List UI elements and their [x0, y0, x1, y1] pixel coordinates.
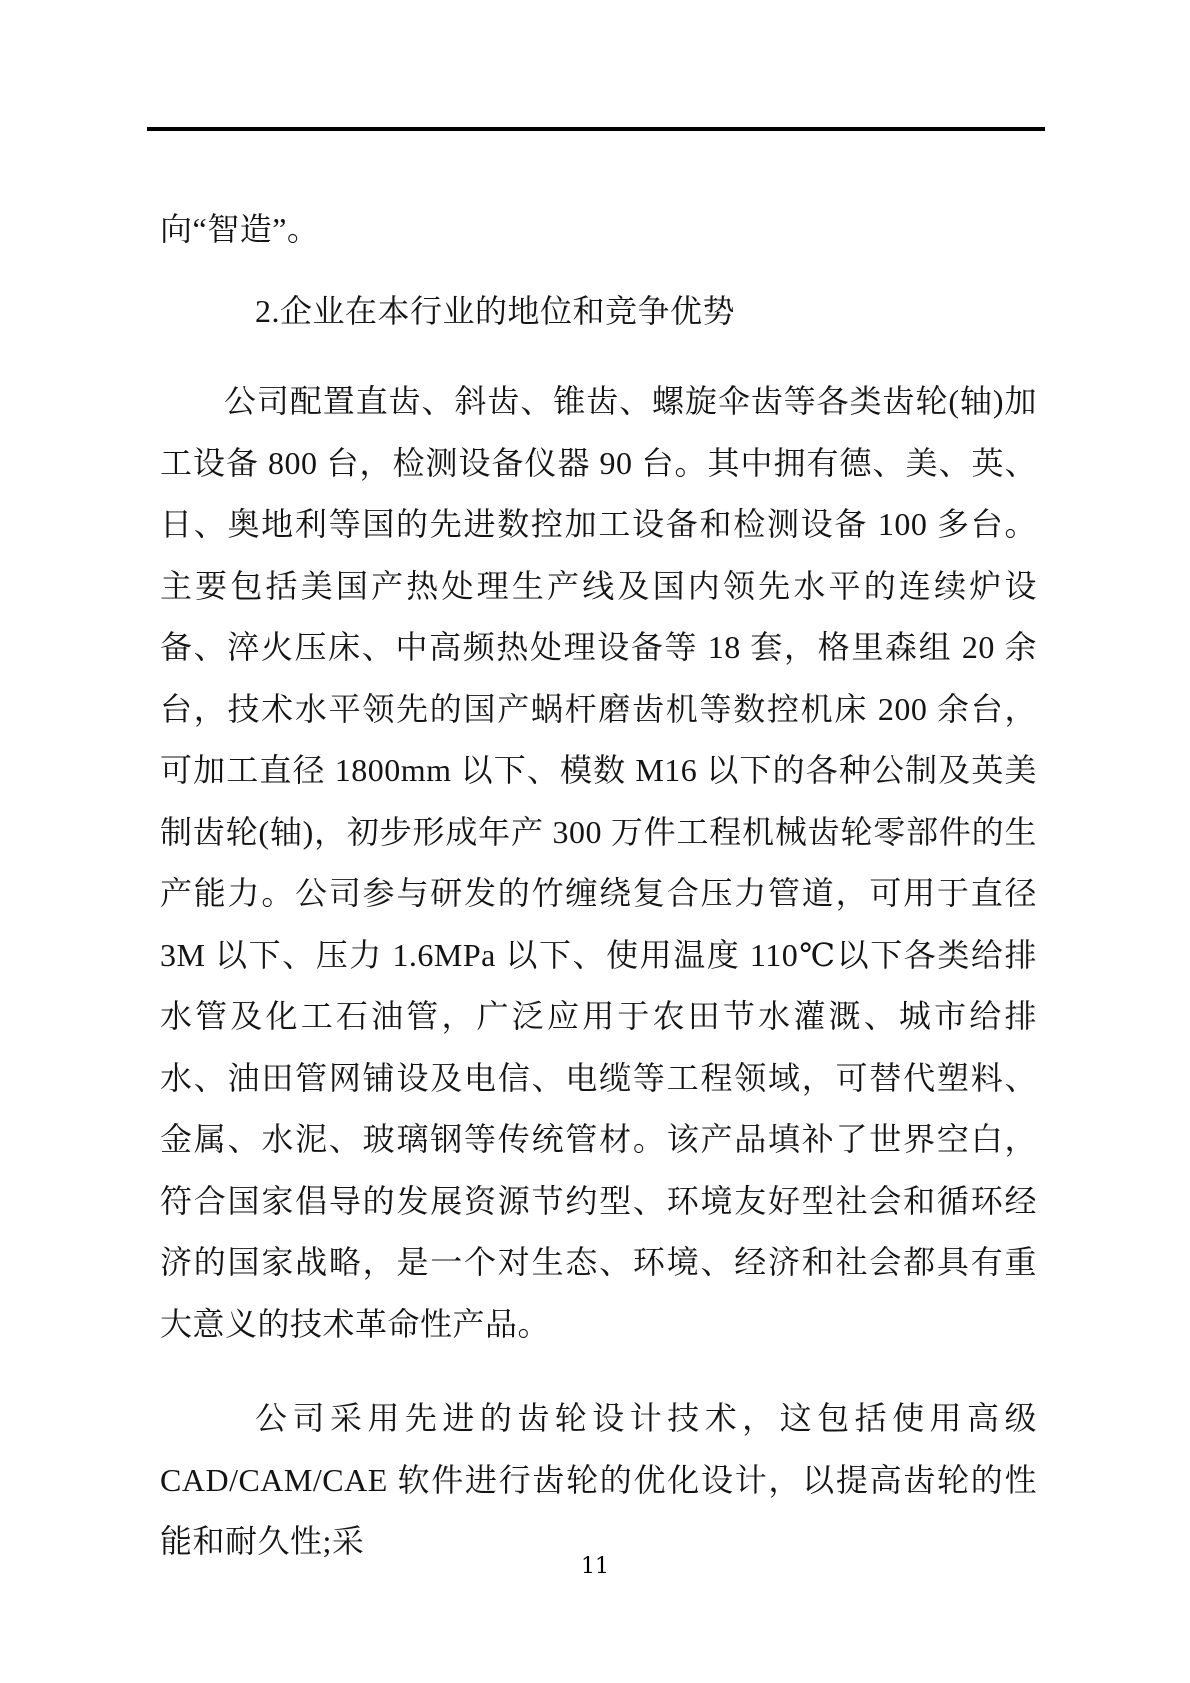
page-number: 11: [581, 1554, 609, 1579]
lead-paragraph-line: 向“智造”。: [160, 211, 320, 247]
body-paragraph-technology: 公司采用先进的齿轮设计技术，这包括使用高级 CAD/CAM/CAE 软件进行齿轮的优化设计，以提高齿轮的性能和耐久性;采: [160, 1400, 1037, 1559]
document-body: [160, 199, 1037, 1573]
section-heading: 2.企业在本行业的地位和竞争优势: [255, 292, 736, 329]
header-rule: [147, 127, 1045, 131]
body-paragraph-capacity: 公司配置直齿、斜齿、锥齿、螺旋伞齿等各类齿轮(轴)加工设备 800 台，检测设备仪器 90 台。其中拥有德、美、英、日、奥地利等国的先进数控加工设备和检测设备 100 多台。主要包括美国产热处理生产线及国内领先水平的连续炉设备、淬火压床、中高频热处理设备等 18 套，格里森组 20 余台，技术水平领先的国产蜗杆磨齿机等数控机床 200 余台，可加工直径 1800mm 以下、模数 M16 以下的各种公制及英美制齿轮(轴)，初步形成年产 300 万件工程机械齿轮零部件的生产能力。公司参与研发的竹缠绕复合压力管道，可用于直径 3M 以下、压力 1.6MPa 以下、使用温度 110℃以下各类给排水管及化工石油管，广泛应用于农田节水灌溉、城市给排水、油田管网铺设及电信、电缆等工程领域，可替代塑料、金属、水泥、玻璃钢等传统管材。该产品填补了世界空白，符合国家倡导的发展资源节约型、环境友好型社会和循环经济的国家战略，是一个对生态、环境、经济和社会都具有重大意义的技术革命性产品。: [160, 383, 1037, 1342]
